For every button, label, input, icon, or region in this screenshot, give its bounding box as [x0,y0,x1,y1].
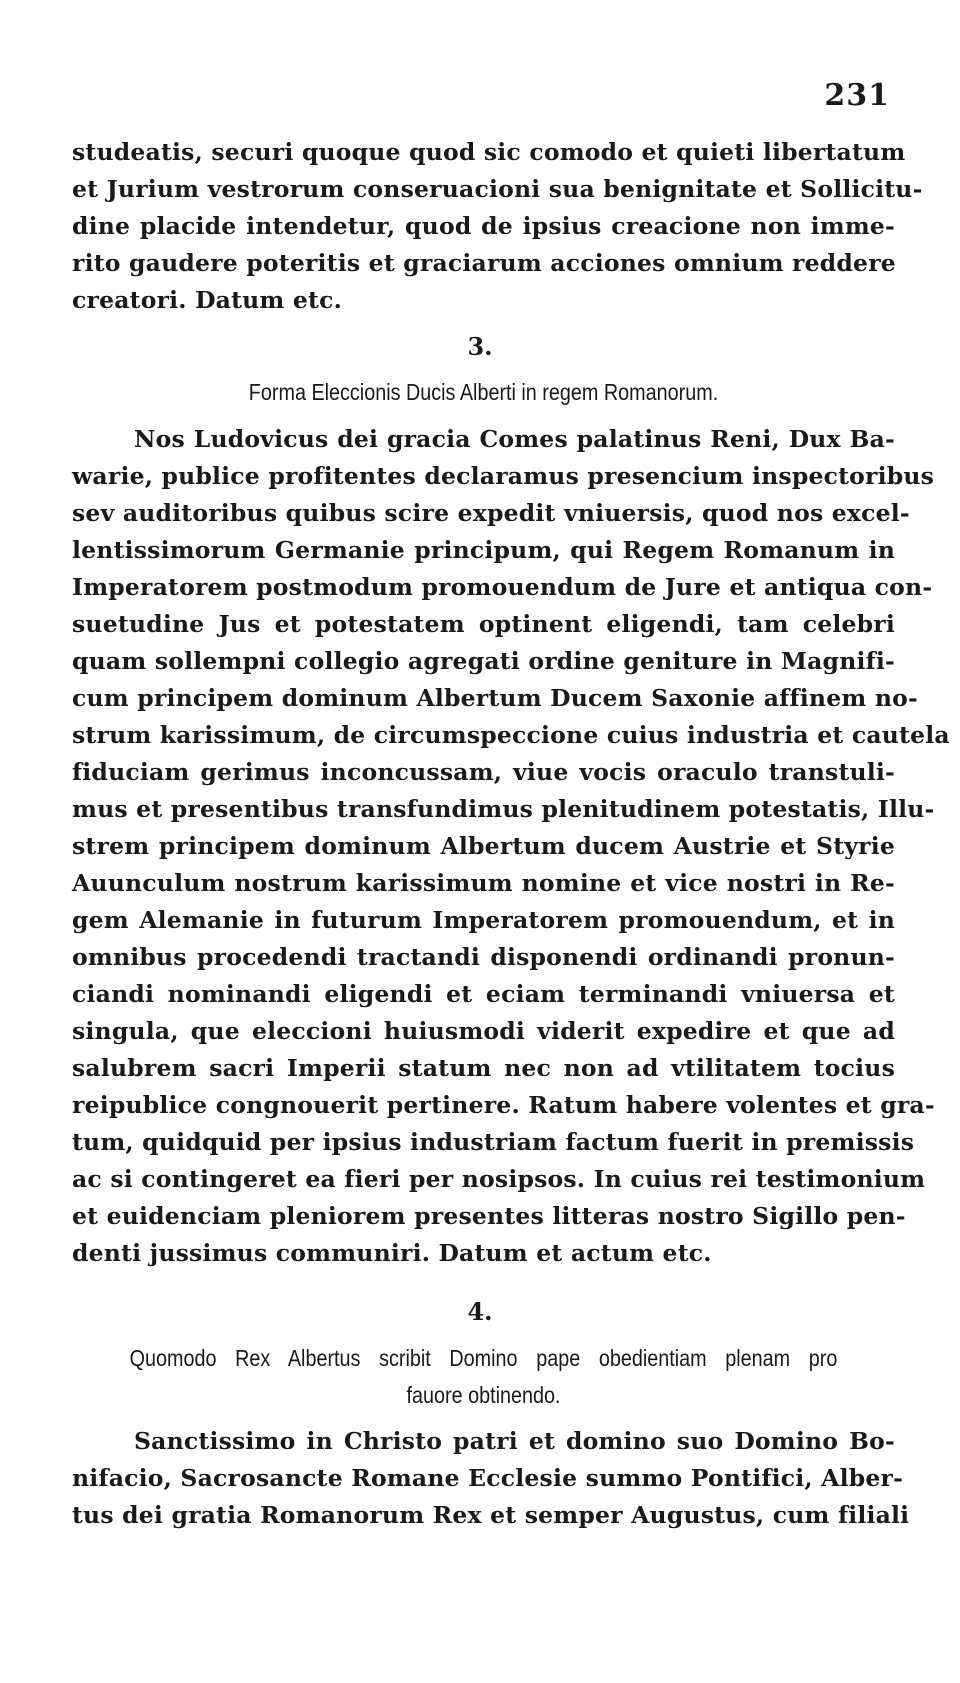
text-line: creatori. Datum etc. [72,286,342,314]
text-line: ac si contingeret ea fieri per nosipsos. In cuius rei testimonium [72,1165,926,1193]
text-line: et euidenciam pleniorem presentes litteras nostro Sigillo pen- [72,1202,906,1230]
text-line: studeatis, securi quoque quod sic comodo et quieti libertatum [72,138,906,166]
section-heading-4 [130,1340,838,1414]
text-line: et Jurium vestrorum conseruacioni sua benignitate et Sollicitu- [72,175,923,203]
paragraph-election-document [72,421,950,1272]
text-line: strum karissimum, de circumspeccione cuius industria et cautela [72,721,950,749]
text-line: tum, quidquid per ipsius industriam factum fuerit in premissis [72,1128,915,1156]
text-line: Nos Ludovicus dei gracia Comes palatinus Reni, Dux Ba- [134,425,895,453]
text-line: fiduciam gerimus inconcussam, viue vocis oraculo transtuli- [72,758,895,786]
text-line: dine placide intendetur, quod de ipsius creacione non imme- [72,212,895,240]
text-line: quam sollempni collegio agregati ordine geniture in Magnifi- [72,647,895,675]
text-line: lentissimorum Germanie principum, qui Regem Romanum in [72,536,895,564]
text-line: tus dei gratia Romanorum Rex et semper Augustus, cum filiali [72,1501,910,1529]
text-line: omnibus procedendi tractandi disponendi ordinandi pronun- [72,943,895,971]
paragraph-continuation [72,134,923,319]
text-line: reipublice congnouerit pertinere. Ratum habere volentes et gra- [72,1091,935,1119]
text-line: ciandi nominandi eligendi et eciam terminandi vniuersa et [72,980,895,1008]
text-line: rito gaudere poteritis et graciarum acciones omnium reddere [72,249,896,277]
section-heading-3 [130,374,838,411]
section-number-4: 4. [467,1297,493,1326]
text-line: salubrem sacri Imperii statum nec non ad vtilitatem tocius [72,1054,895,1082]
heading-line: Forma Eleccionis Ducis Alberti in regem Romanorum. [248,379,719,405]
text-line: nifacio, Sacrosancte Romane Ecclesie summo Pontifici, Alber- [72,1464,904,1492]
text-line: Sanctissimo in Christo patri et domino suo Domino Bo- [134,1427,895,1455]
text-line: denti jussimus communiri. Datum et actum etc. [72,1239,712,1267]
text-line: mus et presentibus transfundimus plenitudinem potestatis, Illu- [72,795,935,823]
text-line: Auunculum nostrum karissimum nomine et vice nostri in Re- [72,869,895,897]
text-line: sev auditoribus quibus scire expedit vniuersis, quod nos excel- [72,499,910,527]
text-line: warie, publice profitentes declaramus presencium inspectoribus [72,462,935,490]
text-line: gem Alemanie in futurum Imperatorem promouendum, et in [72,906,895,934]
text-line: suetudine Jus et potestatem optinent eligendi, tam celebri [72,610,895,638]
text-line: singula, que eleccioni huiusmodi viderit expedire et que ad [72,1017,895,1045]
section-number-3: 3. [467,332,493,361]
text-line: Imperatorem postmodum promouendum de Jure et antiqua con- [72,573,933,601]
page-number: 231 [824,78,890,113]
paragraph-letter-opening [72,1423,910,1534]
text-line: strem principem dominum Albertum ducem Austrie et Styrie [72,832,895,860]
text-line: cum principem dominum Albertum Ducem Saxonie affinem no- [72,684,918,712]
heading-line: fauore obtinendo. [406,1382,561,1408]
heading-line: Quomodo Rex Albertus scribit Domino pape obedientiam plenam pro [129,1345,838,1371]
